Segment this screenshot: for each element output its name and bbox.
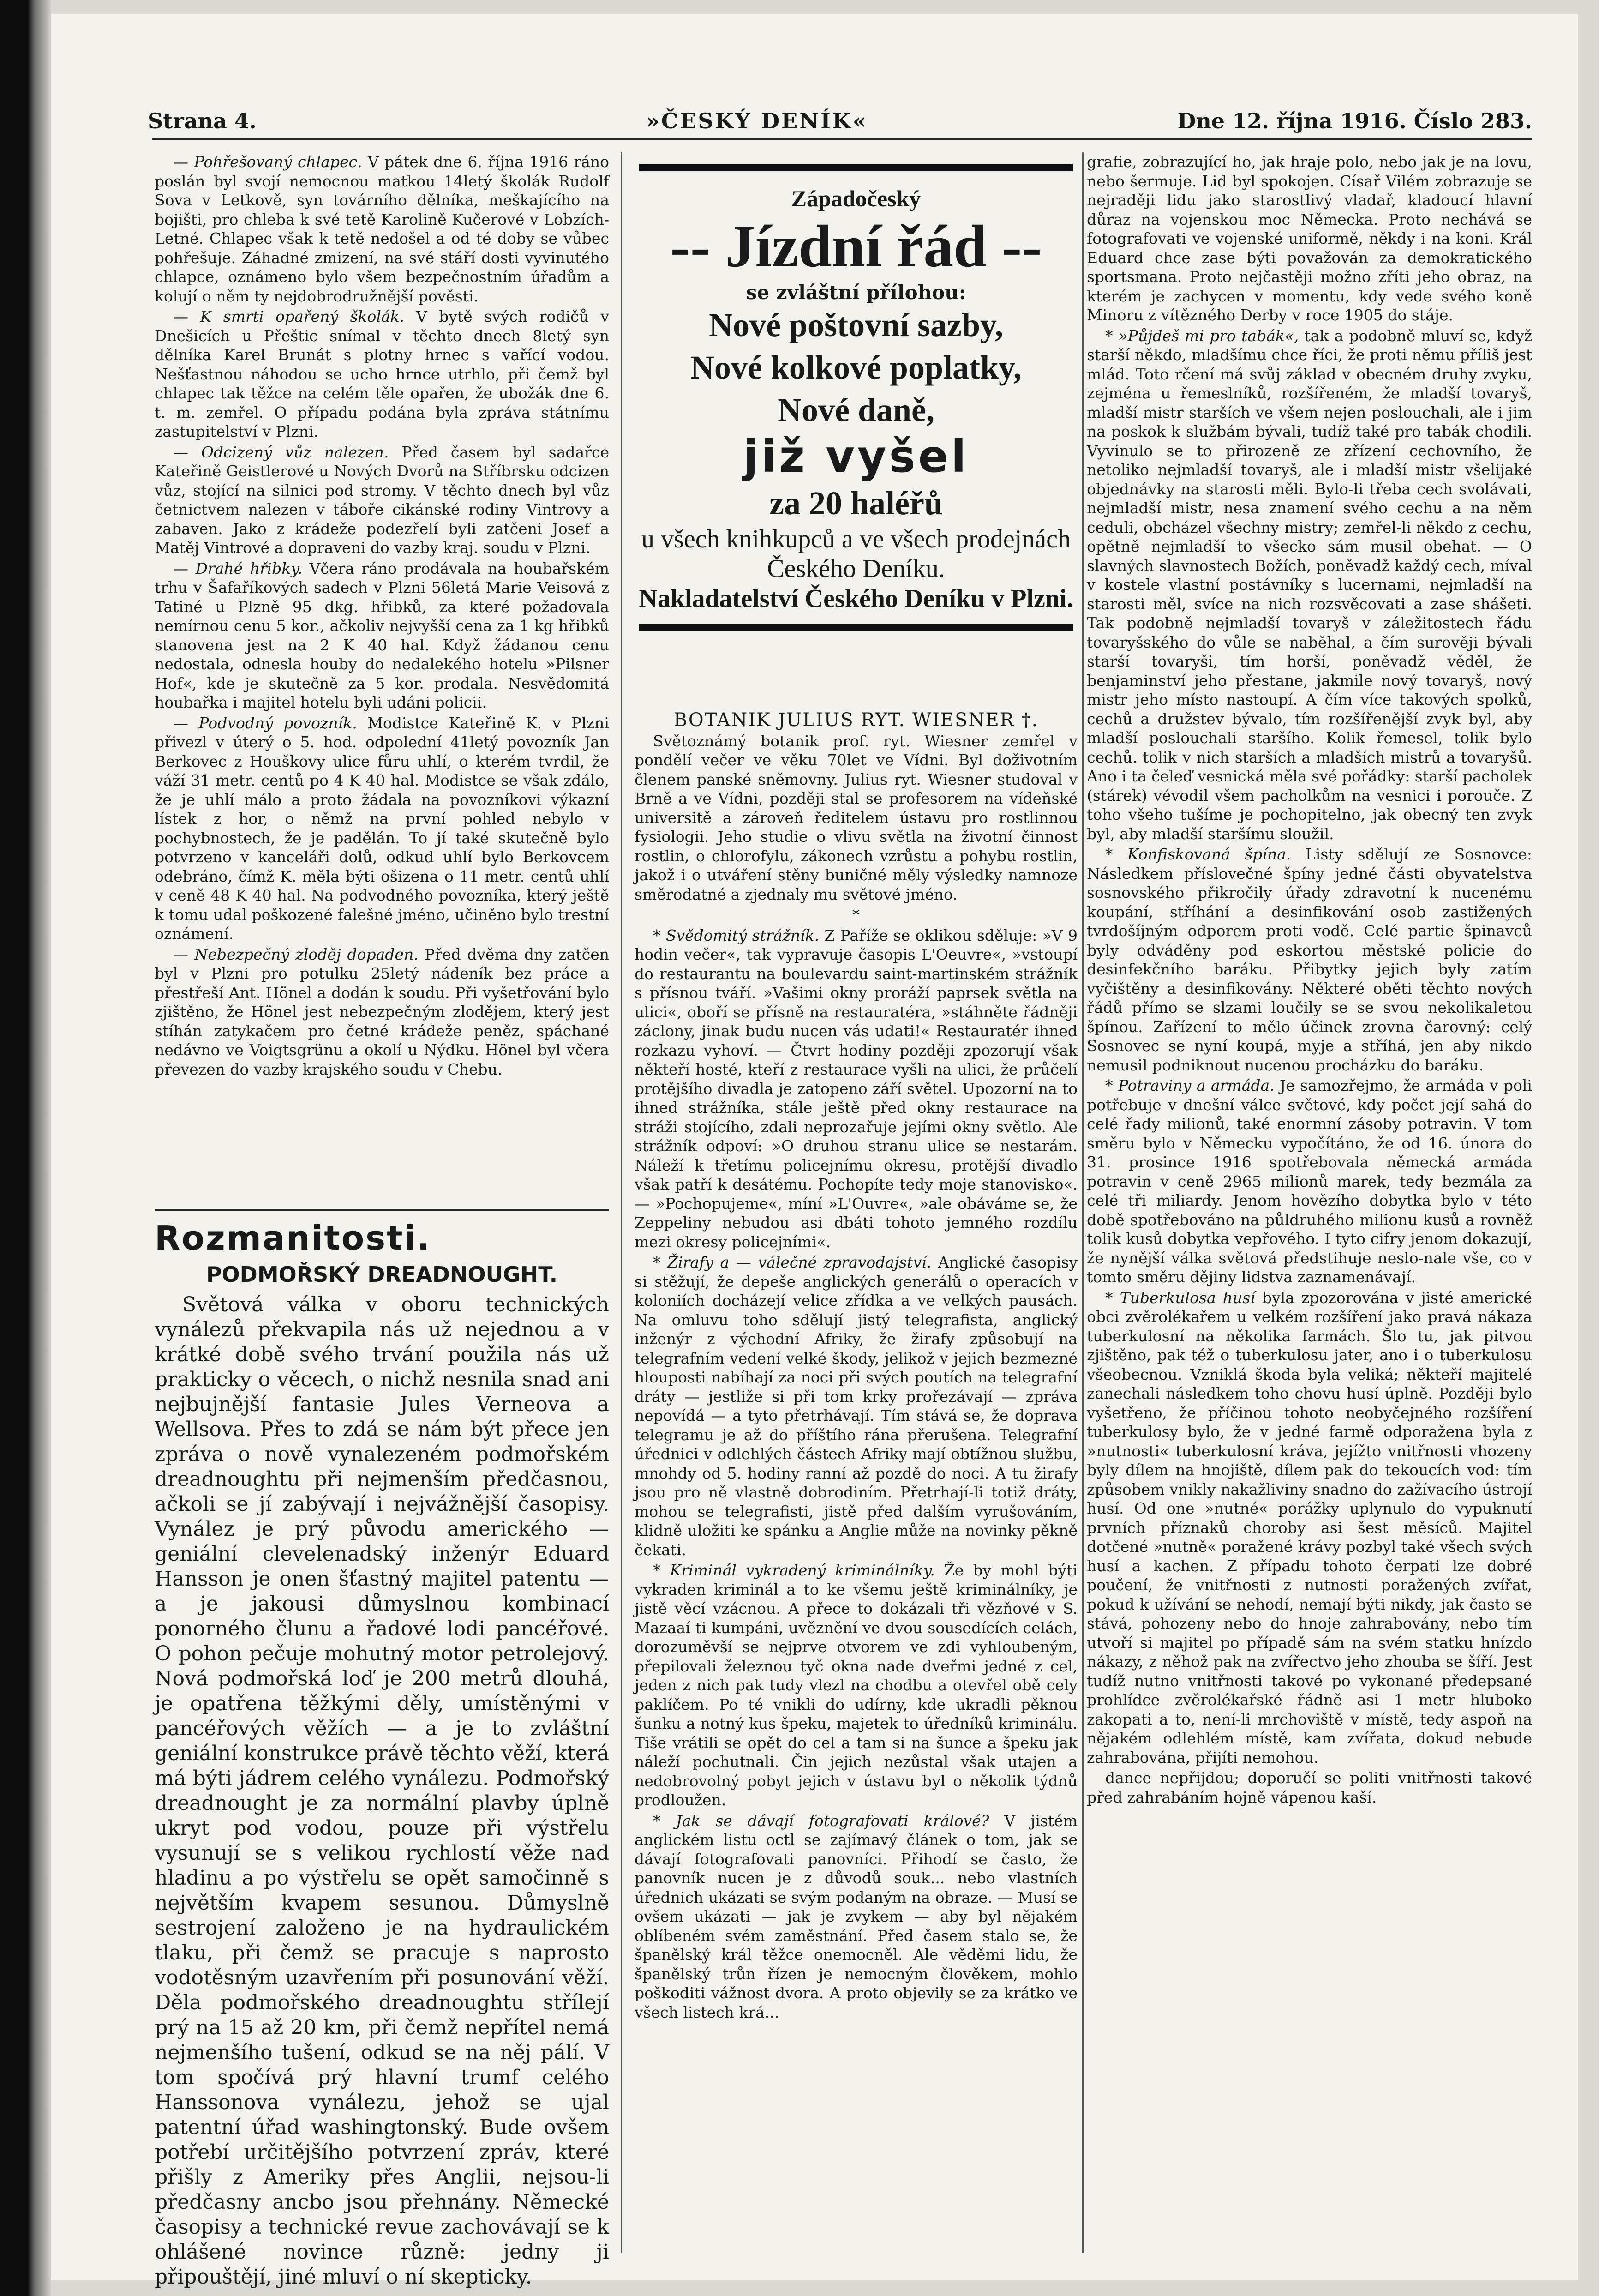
local-news-item (155, 559, 609, 712)
miscellany-item-title: * Kriminál vykradený kriminálníky. (653, 1561, 944, 1579)
miscellany-right-item (1087, 326, 1532, 844)
local-news-item (155, 443, 609, 558)
article-text: Světová válka v oboru technických vynálezů překvapila nás už nejednou a v krátké době svého trvání použila nás už prakticky o věcech, o nichž nesnila snad ani nejbujnější fantasie Jules Verneova a Wellsova. Přes to zdá se nám být přece jen zpráva o nově vynalezeném podmořském dreadnoughtu při nejmenším předčasnou, ačkoli se jí zabývají i nejvážnější časopisy. Vynález je prý původu amerického — geniální clevelenadský inženýr Eduard Hansson je onen šťastný majitel patentu — a je jakousi důmyslnou kombinací ponorného člunu a řadové lodi pancéřové. O pohon pečuje mohutný motor petrolejový. Nová podmořská loď je 200 metrů dlouhá, je opatřena těžkými děly, umístěnými v pancéřových věžích — a je to zvláštní geniální konstrukce právě těchto věží, která má býti jádrem celého vynálezu. Podmořský dreadnought je za normální plavby úplně ukryt pod vodou, pouze při výstřelu vysunují se s velikou rychlostí věže nad hladinu a po výstřelu se opět samočinně s největším kvapem sesunou. Důmyslně sestrojení založeno je na hydraulickém tlaku, při čemž se pracuje s naprosto vodotěsným uzavřením při posunování věží. Děla podmořského dreadnoughtu střílejí prý na 15 až 20 km, při čemž nepřítel nemá nejmenšího tušení, odkud se na něj pálí. V tom spočívá prý hlavní trumf celého Hanssonova vynálezu, jehož se ujal patentní úřad washingtonský. Bude ovšem potřebí určitějšího potvrzení zpráv, které přišly z Ameriky přes Anglii, nejsou-li předčasny ancbo jsou přehnány. Německé časopisy a technické revue zachovávají se k ohlášené novince různě: jedny ji připouštějí, jiné mluví o ní skepticky. (155, 1293, 609, 2289)
miscellany-right-item-title: * Potraviny a armáda. (1105, 1076, 1280, 1094)
ad-line-supplement: se zvláštní přílohou: (746, 281, 966, 304)
ad-line-stamps: Nové kolkové poplatky, (690, 349, 1022, 386)
miscellany-right-item-title: * »Půjdeš mi pro tabák«, (1105, 326, 1305, 345)
ad-line-stores: u všech knihkupců a ve všech prodejnách Českého Deníku. (641, 525, 1071, 583)
local-news-item-text: Modistce Kateřině K. v Plzni přivezl v úterý o 5. hod. odpolední 41letý povozník Jan Berkovec z Houškovy ulice fůru uhlí, o kterém tvrdil, že váží 31 metr. centů po 4 K 40 hal. Modistce se však zdálo, že je uhlí málo a proto žádala na povozníkovi výkazní lístek z hor, o němž na první pohled nebylo v pochybnostech, že je padělán. To jí také skutečně bylo potvrzeno v kanceláři dolů, odkud uhlí bylo Berkovcem odebráno, čímž K. měla býti ošizena o 11 metr. centů uhlí v ceně 48 K 40 hal. Na podvodného povozníka, který ještě k tomu udal poškozené falešné jméno, učiněno bylo trestní oznámení. (155, 714, 609, 943)
ad-line-released: již vyšel (743, 431, 969, 482)
local-news-item-title: — Pohřešovaný chlapec. (173, 153, 368, 171)
ad-title: -- Jízdní řád -- (670, 213, 1042, 280)
local-news-item (155, 945, 609, 1079)
local-news-item-title: — Odcizený vůz nalezen. (173, 443, 402, 461)
miscellany-item (635, 1561, 1078, 1810)
miscellany-right-item (1087, 1768, 1532, 1807)
local-news-item-title: — K smrti opařený školák. (173, 307, 416, 325)
miscellany-item-title: * Svědomitý strážník. (653, 926, 825, 944)
miscellany-item-text: Z Paříže se oklikou sděluje: »V 9 hodin večer«, tak vypravuje časopis L'Oeuvre«, »vstoupí do restaurantu na boulevardu saint-martinském strážník s přísnou tváří. »Vašimi okny proráží paprsek světla na ulici«, oboří se přísně na restauratéra, »stáhněte řádněji záclony, jinak budu nucen vás udati!« Restauratér ihned rozkazu vyhoví. — Čtvrt hodiny později zpozorují však někteří hosté, kteří z restaurace vyšli na ulici, že průčelí protějšího divadla je zatopeno září světel. Upozorní na to ihned strážníka, stále ještě před okny restaurace na stráži stojícího, zdali neprozařuje jejími okny světlo. Ale strážník odpoví: »O druhou stranu ulice se nestarám. Náleží k třetímu policejnímu okresu, protější divadlo však patří k desátému. Pochopíte tedy moje stanovisko«. — »Pochopujeme«, míní »L'Ouvre«, »ale obáváme se, že Zeppeliny nebudou asi dbáti tohoto jemného rozdílu mezi okresy policejními«. (635, 926, 1078, 1251)
local-news-item (155, 152, 609, 306)
ad-line-region: Západočeský (791, 186, 921, 211)
column-rule-1 (621, 152, 622, 2253)
local-news-item-text: V pátek dne 6. října 1916 ráno poslán byl svojí nemocnou matkou 14letý školák Rudolf Sova v Letkově, syn továrního dělníka, meškajícího na bojišti, pro chleba k své tetě Karolině Kučerové v Lobzích-Letné. Chlapec však k tetě nedošel a od té doby se vůbec pohřešuje. Záhadné zmizení, na své stáří dosti vyvinutého chlapce, oznámeno bylo všem bezpečnostním úřadům a kolují o něm ty nejdobrodružnější pověsti. (155, 153, 609, 305)
page-header (148, 108, 1532, 141)
local-news-item-title: — Podvodný povozník. (173, 714, 368, 732)
article-body (155, 1292, 609, 2290)
miscellany-right-item (1087, 1076, 1532, 1287)
header-rule (152, 138, 1532, 140)
article-title: PODMOŘSKÝ DREADNOUGHT. (206, 1262, 558, 1287)
local-news-item-title: — Nebezpečný zloděj dopaden. (173, 945, 425, 963)
miscellany-right-item-text: Je samozřejmo, že armáda v poli potřebuje v dnešní válce světové, kdy počet její sahá do celé řady milionů, také enormní zásoby potravin. V tom směru bylo v Německu vypočítáno, že od 16. února do 31. prosince 1916 spotřebovala německá armáda potravin v ceně 2965 milionů marek, tedy bezmála za celé tři miliardy. Jenom hovězího dobytka bylo v této době spotřebováno na půldruhého milionu kusů a rovněž tolik kusů dobytka vepřového. I tyto cifry jenom dokazují, že nynější válka světová předstihuje neslo-nale vše, co v tomto směru dějiny lidstva zaznamenávají. (1087, 1076, 1532, 1286)
miscellany-right-item (1087, 1288, 1532, 1767)
miscellany-item (635, 1253, 1078, 1559)
local-news-column (155, 152, 609, 1080)
issue-date: Dne 12. října 1916. Číslo 283. (1177, 108, 1532, 133)
middle-column (635, 711, 1078, 2023)
miscellany-right-item-text: Listy sdělují ze Sosnovce: Následkem příslovečné špíny jedné části obyvatelstva sosnovského přikročily úřady zdravotní k nucenému koupání, stříhání a desinfikování osob zastižených tvrdošíjným odporem proti vodě. Celé partie špinavců byly odváděny pod eskortou městské policie do desinfekčního baráku. Přibytky jejich byly zatím vyčištěny a desinfikovány. Některé oběti těchto nových řádů přímo se slzami loučily se se svou nekolikaletou špínou. Zařízení to mělo účinek zrovna čarovný: celý Sosnovec se nyní koupá, myje a stříhá, jen aby nikdo nemusil podniknout nucenou procházku do baráku. (1087, 845, 1532, 1074)
timetable-advertisement (635, 164, 1078, 681)
ad-line-publisher: Nakladatelství Českého Deníku v Plzni. (639, 584, 1073, 613)
local-news-item-text: Včera ráno prodávala na houbařském trhu v Šafaříkových sadech v Plzni 56letá Marie Veisová z Tatiné u Plzně 95 dkg. hřibků, za které požadovala nemírnou cenu 5 kor., ačkoliv nejvyšší cena za 1 kg hřibků stanovena jest na 2 K 40 hal. Když žádanou cenu nedostala, odnesla houby do nedalekého hotelu »Pilsner Hof«, kde je skutečně za 5 kor. prodala. Nesvědomitá houbařka i majitel hotelu byli udáni policii. (155, 559, 610, 711)
local-news-item (155, 307, 609, 441)
page-number: Strana 4. (148, 108, 257, 133)
miscellany-item (635, 1811, 1078, 2022)
binding-spine (0, 0, 51, 2296)
miscellany-item (635, 926, 1078, 1252)
local-news-item (155, 714, 609, 944)
ad-line-taxes: Nové daně, (778, 391, 934, 428)
miscellany-item-text: V jistém anglickém listu octl se zajímavý článek o tom, jak se dávají fotografovati panovníci. Přihodí se často, že panovník nucen je z důvodů souk... nebo vlastních úřednich ukázati se svým podaným na obraze. — Musí se ovšem ukázati — jak je zvykem — aby byl nějakém oblíbeném svém zaměstnání. Před časem stalo se, že španělský král těžce onemocněl. Ale věděmi lidu, že španělský trůn řízen je nemocným člověkem, mohlo poškoditi vážnost dvora. A proto objevily se za krátko ve všech listech krá... (635, 1811, 1078, 2021)
section-star: * (852, 906, 860, 924)
ad-top-bar (639, 164, 1073, 171)
miscellany-right-item-text: dance nepřijdou; doporučí se politi vnitřnosti takové před zahrabáním hojně vápenou kaší. (1087, 1769, 1532, 1806)
right-column (1087, 152, 1532, 1808)
miscellany-item-text: Anglické časopisy si stěžují, že depeše anglických generálů o operacích v koloniích docházejí velice zřídka a ve velkých pausách. Na omluvu toho sdělují jistý telegrafista, anglický inženýr z východní Afriky, že žirafy způsobují na telegrafním vedení velké škody, jelikož v jejich bezmezné hlouposti nabíhají za noci při svých poutích na telegrafní dráty — jestliže si při tom krky prořezávají — zpráva nepovídá — a tyto přetrhávají. Tím stává se, že doprava telegramu je až do příštího rána přerušena. Telegrafní úřednici v odlehlých částech Afriky mají obtížnou službu, mnohdy od 5. hodiny ranní až pozdě do noci. A tu žirafy jsou pro ně vlastně dobrodiním. Přetrhají-li totiž dráty, mohou se telegrafisti, jistě před dalším vyrušováním, klidně uložiti ke spánku a Anglie může na novinky pěkně čekati. (635, 1253, 1078, 1559)
miscellany-right-item-title: * Tuberkulosa husí (1105, 1288, 1262, 1307)
miscellany-right-item-text: tak a podobně mluví se, když starší někdo, mladšímu chce říci, že proti němu příliš jest mlád. Toto rčení má svůj základ v obecném druhy zvyku, zejména u řemeslníků, rozšířeném, že mladší tovaryš, mladší mistr starších ve všem nejen poslouchali, ale i jim na poskok k službám bývali, tudíž také pro tabák chodili. Vyvinulo se to přirozeně ze zřízení cechovního, že netoliko nejmladší tovaryš, ale i mladší mistr všelijaké objednávky na starosti měli. Bylo-li třeba cech svolávati, nejmladší mistr, nesa znamení svého cechu a na něm ceduli, obcházel všechny mistry; zemřel-li někdo z cechu, opětně nejmladší to všecko sám musil obehat. — O slavných slavnostech Božích, poněvadž každý cech, míval v kostele vlastní postávníky s lucernami, nejmladší na starosti měl, svíce na nich rozsvěcovati a zase shášeti. Tak podobně nejmladší tovaryš v záležitostech řádu tovaryšského do vůle se naběhal, a čím surověji bývali starší tovaryši, tím horší, poněvadž věděl, že benjaminství jeho přestane, jakmile nový tovaryš, nový mistr jeho místo nastoupí. A čím více takových spolků, cechů a družstev bývalo, tím rozšířenější zvyk byl, aby mladší poslouchali staršího. Kolik řemesel, tolik bylo cechů. tolik v nich starších a mladších mistrů a tovaryšů. Ano i ta čeleď vesnická měla své pořádky: starší pacholek (stárek) vévodil všem pacholkům na vesnici i porouče. Z toho všeho tušíme je pochopitelno, jak obecný ten zvyk byl, aby mladší staršímu sloužil. (1087, 326, 1532, 843)
miscellany-item-title: * Žirafy a — válečné zpravodajství. (653, 1253, 938, 1271)
miscellany-item-text: Že by mohl býti vykraden kriminál a to ke všemu ještě kriminálníky, je jistě věcí vzácnou. A přece to dokázali tři vězňové v S. Mazaaí ti kumpáni, uvěznění ve dvou sousedících celách, dorozuměvší se nejprve otvorem ve zdi vyhloubeným, přepilovali železnou tyč okna nade dveřmi jedné z cel, jeden z nich pak tudy vlezl na chodbu a otevřel obě cely paklíčem. Po té vnikli do udírny, kde ukradli pěknou šunku a notný kus špeku, majetek to úředníků kriminálu. Tiše vrátili se opět do cel a tam si na šunce a špeku jak náleží pochutnali. Čin jejich nezůstal však utajen a nedobrovolný pobyt jejich v ústavu byl o několik týdnů prodloužen. (635, 1561, 1078, 1809)
local-news-item-text: V bytě svých rodičů v Dnešicích u Přeštic snímal v těchto dnech 8letý syn dělníka Karel Brunát s plotny hrnec s vařící vodou. Nešťastnou náhodou se ucho hrnce utrhlo, při čemž byl chlapec tak těžce na celém těle opařen, že ubožák dne 6. t. m. zemřel. O případu podána byla zpráva státnímu zastupitelství v Plzni. (155, 307, 609, 440)
obituary-heading: BOTANIK JULIUS RYT. WIESNER †. (673, 709, 1039, 731)
column-rule-2 (1082, 152, 1084, 2253)
miscellany-right-item (1087, 845, 1532, 1075)
miscellany-item-title: * Jak se dávají fotografovati králové? (653, 1811, 1005, 1830)
ad-bottom-bar (639, 624, 1073, 631)
section-rule (155, 1209, 609, 1211)
local-news-item-text: Před časem byl sadařce Kateřině Geistlerové u Nových Dvorů na Stříbrsku odcizen vůz, stojící na silnici pod stromy. V těchto dnech byl vůz četnictvem nalezen v táboře cikánské rodiny Vintrovy a zabaven. Jako z krádeže podezřelí byli zatčeni Josef a Matěj Vintrové a dopraveni do vazby kraj. soudu v Plzni. (155, 443, 609, 557)
miscellany-right-item-title: * Konfiskovaná špína. (1105, 845, 1306, 863)
masthead-title: »ČESKÝ DENÍK« (646, 108, 868, 133)
miscellany-section (155, 1219, 609, 2290)
local-news-item-title: — Drahé hřibky. (173, 559, 310, 577)
section-title: Rozmanitosti. (155, 1219, 431, 1257)
local-news-item-text: Před dvěma dny zatčen byl v Plzni pro potulku 25letý nádeník bez práce a přestřeší Ant. Hönel a dodán k soudu. Při vyšetřování bylo zjištěno, že Hönel jest nebezpečným zlodějem, který jest stíhán zatykačem pro četné krádeže peněz, spáchané nedávno ve Voigtsgrünu a okolí u Nýdku. Hönel byl včera převezen do vazby krajského soudu v Chebu. (155, 945, 609, 1078)
ad-line-price: za 20 haléřů (769, 485, 943, 522)
obituary-text: Světoznámý botanik prof. ryt. Wiesner zemřel v pondělí večer ve věku 70let ve Vídni. Byl doživotním členem panské sněmovny. Julius ryt. Wiesner studoval v Brně a ve Vídni, později stal se profesorem na vídeňské universitě a zároveň ředitelem ústavu pro rostlinnou fysiologii. Jeho studie o vlivu světla na životní činnost rostlin, o chlorofylu, zákonech vzrůstu a pohybu rostlin, jakož i o utváření stěny buničné měly výsledky namnoze směrodatné a zjednaly mu světové jméno. (635, 732, 1078, 903)
miscellany-right-item-text: byla zpozorována v jisté americké obci zvěrolékařem u velkém rozšíření jako pravá nákaza tuberkulosní na několika farmách. Šlo tu, jak pitvou zjištěno, pak též o tuberkulosu jater, ano i o tuberkulosu všeobecnou. Vzniklá škoda byla veliká; někteří majitelé zanechali následkem toho chovu husí úplně. Později bylo vyšetřeno, že příčinou tohoto neobyčejného rozšíření tuberkulosy bylo, že v jedné farmě odporažena byla z »nutnosti« tuberkulosní kráva, jejížto vnitřnosti vhozeny byly dílem na hnojiště, dílem pak do tekoucích vod: tím způsobem vnikly nakažliviny snadno do zažívacího ústrojí husí. Od one »nutné« porážky uplynulo do vypuknutí prvních příznaků choroby asi šest měsíců. Majitel dotčené »nutně« poražené krávy pozbyl také všech svých husí a kachen. Z případu tohoto čerpati lze dobré poučení, že vnitřnosti z nutnosti poražených zvířat, pokud k užívání se nehodí, nemají býti nikdy, jak často se stává, pohozeny nebo do hnoje zahrabovány, nebo tím utvoří si majitel po případě sám na svém statku hnízdo nákazy, z něhož pak na zvířectvo jeho zhouba se šíří. Jest tudíž nutno vnitřnosti takové po vykonané předepsané prohlídce zvěrolékařské řádně asi 1 metr hluboko zakopati a to, není-li mrchoviště v místě, tedy aspoň na nějakém odlehlém místě, kam zvířata, dokud nebude zahrabována, přijíti nemohou. (1087, 1288, 1532, 1767)
ad-line-postal: Nové poštovní sazby, (708, 307, 1004, 343)
continued-text: grafie, zobrazující ho, jak hraje polo, nebo jak je na lovu, nebo šermuje. Lid byl spokojen. Císař Vilém zobrazuje se nejraději lidu jako starostlivý vladař, kladoucí hlavní důraz na vojenskou moc Německa. Proto nechává se fotografovati ve vojenské uniformě, někdy i na koni. Král Eduard chce zase býti považován za demokratického sportsmana. Proto nejčastěji možno zříti jeho obraz, na kterém je zachycen v momentu, kdy vede svého koně Minoru z vítězného Derby v roce 1905 do stáje. (1087, 153, 1532, 324)
